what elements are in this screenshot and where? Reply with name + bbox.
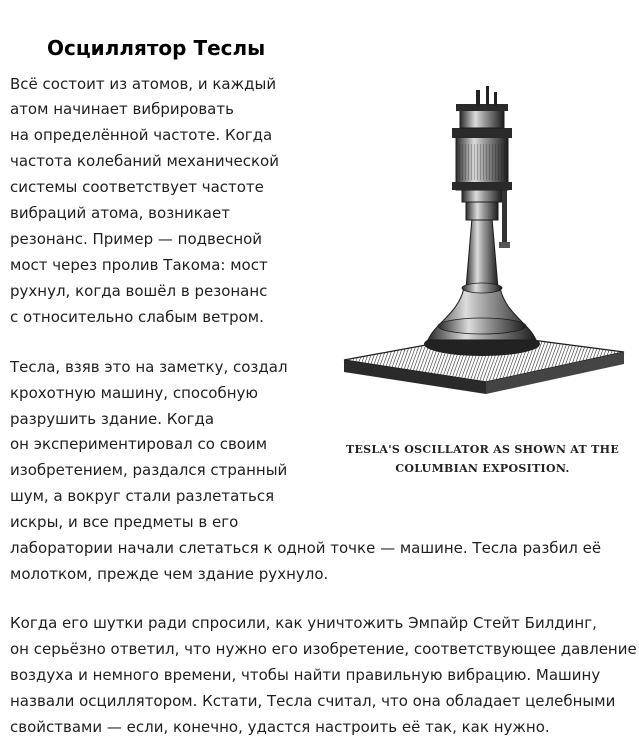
oscillator-engraving-icon (336, 82, 632, 442)
text-line: Всё состоит из атомов, и каждый (10, 75, 277, 93)
article-title: Осциллятор Теслы (47, 36, 266, 61)
text-line: назвали осциллятором. Кстати, Тесла считал, что она обладает целебными (10, 692, 616, 710)
text-line: с относительно слабым ветром. (10, 308, 264, 326)
text-line: Тесла, взяв это на заметку, создал (10, 358, 288, 376)
text-line: вибраций атома, возникает (10, 204, 230, 222)
text-line: системы соответствует частоте (10, 178, 264, 196)
text-line: он серьёзно ответил, что нужно его изобретение, соответствующее давление (10, 640, 637, 658)
text-line: Когда его шутки ради спросили, как уничтожить Эмпайр Стейт Билдинг, (10, 614, 597, 632)
text-line: на определённой частоте. Когда (10, 126, 273, 144)
text-line: разрушить здание. Когда (10, 410, 215, 428)
text-line: атом начинает вибрировать (10, 100, 234, 118)
text-line: шум, а вокруг стали разлетаться (10, 487, 275, 505)
caption-line-2: COLUMBIAN EXPOSITION. (395, 462, 570, 475)
text-line: крохотную машину, способную (10, 384, 259, 402)
text-line: он экспериментировал со своим (10, 435, 268, 453)
text-line: молотком, прежде чем здание рухнуло. (10, 565, 329, 583)
caption-line-1: TESLA'S OSCILLATOR AS SHOWN AT THE (345, 443, 620, 456)
text-line: изобретением, раздался странный (10, 461, 288, 479)
text-line: искры, и все предметы в его (10, 513, 239, 531)
text-line: частота колебаний механической (10, 152, 279, 170)
text-line: свойствами — если, конечно, удастся настроить её так, как нужно. (10, 718, 550, 736)
text-line: лаборатории начали слетаться к одной точке — машине. Тесла разбил её (10, 539, 602, 557)
text-line: мост через пролив Такома: мост (10, 256, 268, 274)
text-line: резонанс. Пример — подвесной (10, 230, 263, 248)
oscillator-figure (336, 82, 632, 482)
text-line: рухнул, когда вошёл в резонанс (10, 282, 268, 300)
text-line: воздуха и немного времени, чтобы найти правильную вибрацию. Машину (10, 666, 601, 684)
figure-caption (340, 440, 625, 478)
